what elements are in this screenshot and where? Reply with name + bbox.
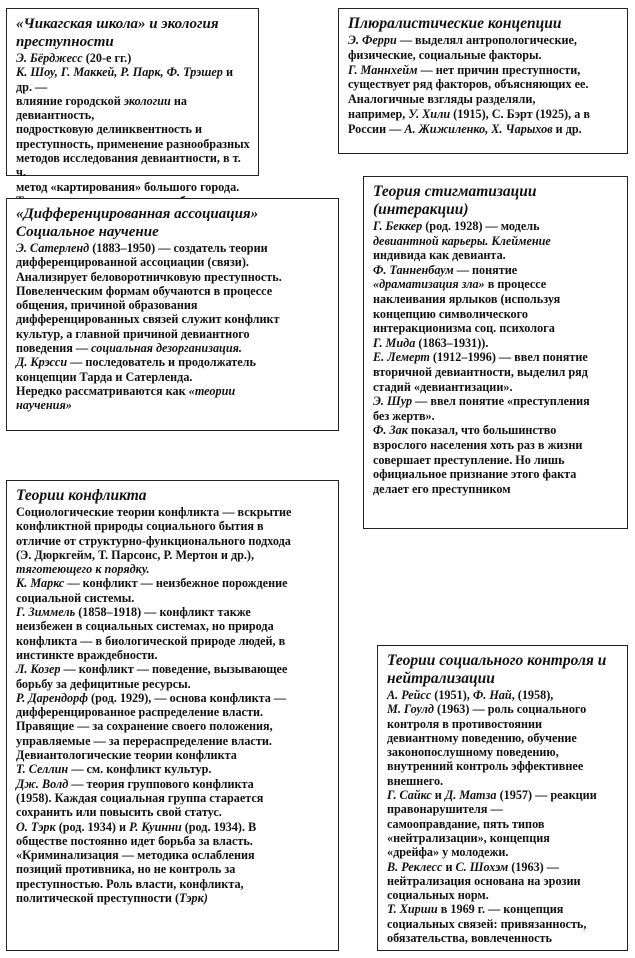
text-line: физические, социальные факторы. [348,47,542,62]
text-line: позиций противника, но не контроль за [16,862,236,877]
text-line: преступность, применение разнообразных [16,136,250,151]
text-line: контроля в противостоянии [387,716,543,731]
box-stigmatization-theory [363,176,628,529]
text-line: Л. Козер — конфликт — поведение, вызывающее [16,662,288,677]
text-line: Э. Сатерленд (1883–1950) — создатель теории [16,241,268,255]
text-line: концепцию символического [373,306,528,321]
text-line: Нередко рассматриваются как «теории [16,383,236,398]
text-line: Т. Селлин — см. конфликт культур. [16,762,212,777]
box-title: Теории социального контроля и нейтрализации [387,652,607,687]
text-line: совершает преступление. Но лишь [373,452,565,467]
text-line: наклеивания ярлыков (используя [373,291,561,306]
text-line: «нейтрализации», концепция [387,830,550,845]
text-line: общения, причиной образования [16,298,198,313]
text-line: обязательства, вовлеченность [387,931,552,946]
text-line: официальное признание этого факта [373,467,577,482]
text-line: обществе постоянно идет борьба за власть. [16,833,253,848]
text-line: самооправдание, пять типов [387,816,545,831]
text-line: тяготеющего к порядку. [16,562,150,577]
text-line: «дрейфа» у молодежи. [387,845,509,860]
text-line: концепции Тарда и Сатерленда. [16,369,193,384]
text-line: конфликта — в биологической природе людей, в [16,633,286,648]
text-line: Э. Бёрджесс (20-е гг.) [16,51,132,65]
text-line: К. Шоу, Г. Маккей, Р. Парк, Ф. Трэшер и др. — [16,65,233,94]
text-line: (1958). Каждая социальная группа старается [16,790,264,805]
box-title: «Чикагская школа» и экология преступности [16,16,219,50]
text-line: Г. Беккер (род. 1928) — модель [373,219,540,233]
text-line: поведения — социальная дезорганизация. [16,341,242,356]
box-title: «Дифференцированная ассоциация» Социальное научение [16,206,259,240]
text-line: Ф. Зак показал, что большинство [373,423,557,438]
box-conflict-theories [6,480,339,951]
text-line: стадий «девиантизации». [373,379,513,394]
text-line: например, У. Хили (1915), С. Бэрт (1925), а в [348,106,590,121]
text-line: неизбежен в социальных системах, но природа [16,619,274,634]
text-line: дифференцированной ассоциации (связи). [16,255,249,270]
box-title: Теории конфликта [16,487,147,504]
text-line: законопослушному поведению, [387,745,559,760]
text-line: социальной системы. [16,590,135,605]
text-line: К. Маркс — конфликт — неизбежное порождение [16,576,288,591]
text-line: Социологические теории конфликта — вскрытие [16,505,292,519]
box-pluralist-concepts [338,8,628,154]
text-line: «драматизация зла» в процессе [373,277,547,292]
text-line: Г. Маннхейм — нет причин преступности, [348,62,581,77]
text-line: внутренний контроль эффективнее [387,759,584,774]
text-line: метод «картирования» большого города. [16,179,240,194]
text-line: Аналогичные взгляды разделяли, [348,92,536,107]
text-line: России — А. Жижиленко, Х. Чарыхов и др. [348,121,582,136]
text-line: Девиантологические теории конфликта [16,748,237,763]
box-title: Теория стигматизации (интеракции) [373,183,537,218]
text-line: взрослого населения хоть раз в жизни [373,437,583,452]
text-line: нейтрализация основана на эрозии [387,873,581,888]
text-line: А. Рейсс (1951), Ф. Най, (1958), [387,688,554,702]
text-line: Ф. Танненбаум — понятие [373,262,518,277]
text-line: без жертв». [373,408,435,423]
text-line: интеракционизма соц. психолога [373,321,555,336]
text-line: Г. Зиммель (1858–1918) — конфликт также [16,605,251,620]
text-line: Повеленческим формам обучаются в процессе [16,283,273,298]
text-line: вторичной девиантности, выделил ряд [373,364,588,379]
text-line: Г. Мида (1863–1931)). [373,335,489,350]
text-line: сохранить или повысить свой статус. [16,805,222,820]
text-line: «Криминализация — методика ослабления [16,848,255,863]
text-line: политической преступности (Тэрк) [16,891,208,906]
text-line: Анализирует беловоротничковую преступность. [16,269,282,284]
text-line: правонарушителя — [387,802,503,817]
text-line: Дж. Волд — теория группового конфликта [16,776,254,791]
text-line: Т. Хирши в 1969 г. — концепция [387,902,564,917]
text-line: Правящие — за сохранение своего положения, [16,719,273,734]
text-line: методов исследования девиантности, в т. ч. [16,151,241,180]
text-line: влияние городской экологии на девиантность, [16,93,187,123]
text-line: дифференцированных связей служит конфликт [16,312,280,327]
text-line: подростковую делинквентность и [16,122,202,137]
text-line: М. Гоулд (1963) — роль социального [387,702,587,717]
text-line: (Э. Дюркгейм, Т. Парсонс, Р. Мертон и др.), [16,547,255,562]
text-line: О. Тэрк (род. 1934) и Р. Куинни (род. 1934). В [16,819,257,834]
text-line: отличие от структурно-функционального подхода [16,533,291,548]
text-line: девиантной карьеры. Клеймение [373,233,551,248]
text-line: Р. Дарендорф (род. 1929), — основа конфликта — [16,690,287,705]
text-line: дифференцированное распределение власти. [16,705,264,720]
text-line: преступностью. Роль власти, конфликта, [16,876,244,891]
text-line: управляемые — за перераспределение власти. [16,733,272,748]
box-differential-association [6,198,339,431]
box-social-control-theories [377,645,628,951]
text-line: Е. Лемерт (1912–1996) — ввел понятие [373,350,588,365]
box-title: Плюралистические концепции [348,15,562,32]
text-line: Д. Крэсси — последователь и продолжатель [16,355,256,370]
text-line: внешнего. [387,773,444,788]
text-line: Э. Шур — ввел понятие «преступления [373,394,590,409]
text-line: культур, а главной причиной девиантного [16,326,250,341]
box-chicago-school [6,8,259,194]
text-line: делает его преступником [373,481,511,496]
text-line: социальных норм. [387,888,489,903]
text-line: инстинкте враждебности. [16,647,158,662]
text-line: борьбу за дефицитные ресурсы. [16,676,191,691]
text-line: существует ряд факторов, объясняющих ее. [348,77,589,92]
text-line: индивида как девианта. [373,248,506,263]
text-line: Э. Ферри — выделял антропологические, [348,33,577,47]
text-line: девиантному поведению, обучение [387,730,577,745]
text-line: конфликтной природы социального бытия в [16,519,264,534]
text-line: Г. Сайкс и Д. Матза (1957) — реакции [387,788,597,803]
text-line: социальных связей: привязанность, [387,916,587,931]
text-line: научения» [16,398,72,413]
text-line: В. Реклесс и С. Шохэм (1963) — [387,859,559,874]
